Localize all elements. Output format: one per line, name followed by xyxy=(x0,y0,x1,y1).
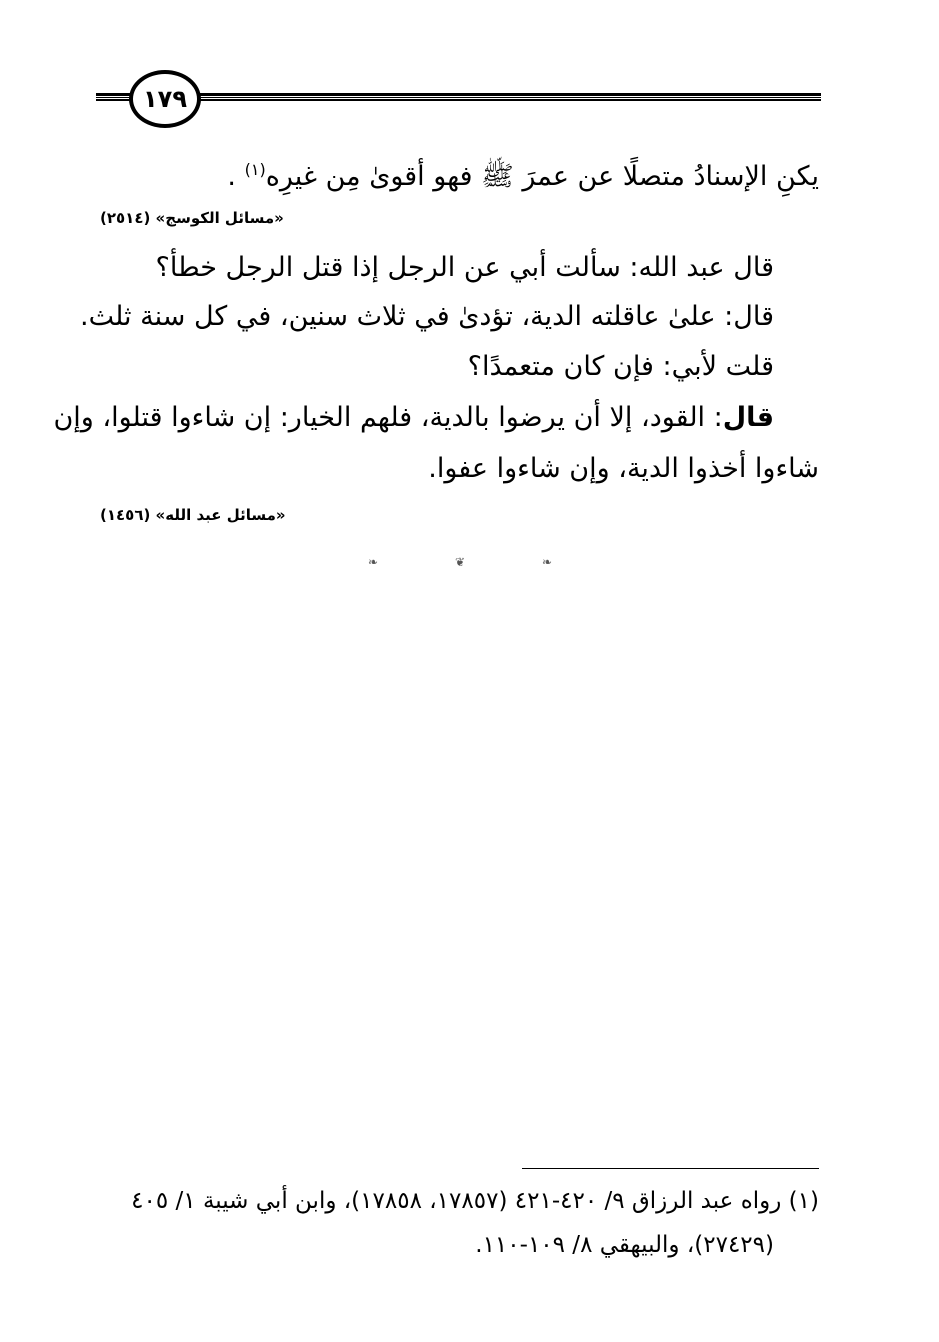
text-line-1 xyxy=(227,152,819,195)
text-line-5-body: : القود، إلا أن يرضوا بالدية، فلهم الخيار: إن شاءوا قتلوا، وإن xyxy=(53,402,723,433)
ornament-icon: ❦ xyxy=(454,555,467,569)
ornament-icon: ❧ xyxy=(368,555,380,569)
footnote-marker: (١) xyxy=(244,160,266,179)
header-rule-inner xyxy=(96,97,821,98)
footnote-line-2: (٢٧٤٢٩)، والبيهقي ٨/ ١٠٩-١١٠. xyxy=(475,1232,774,1258)
footnote-line-1: (١) رواه عبد الرزاق ٩/ ٤٢٠-٤٢١ (١٧٨٥٧، ١٧٨٥٨)، وابن أبي شيبة ١/ ٤٠٥ xyxy=(131,1188,819,1214)
text-line-5 xyxy=(53,400,774,436)
text-line-1-end: . xyxy=(227,161,237,192)
page-number-badge xyxy=(129,70,201,128)
page-number: ١٧٩ xyxy=(143,85,187,113)
text-line-6: شاءوا أخذوا الدية، وإن شاءوا عفوا. xyxy=(428,453,819,484)
ornament-icon: ❧ xyxy=(541,555,553,569)
text-line-3: قال: علىٰ عاقلته الدية، تؤدىٰ في ثلاث سنين، في كل سنة ثلث. xyxy=(80,301,774,332)
source-reference-1: «مسائل الكوسج» (٢٥١٤) xyxy=(100,209,284,227)
text-line-2: قال عبد الله: سألت أبي عن الرجل إذا قتل الرجل خطأ؟ xyxy=(155,252,774,283)
speaker-label: قال xyxy=(722,402,774,433)
section-divider-ornament xyxy=(368,556,553,568)
source-reference-2: «مسائل عبد الله» (١٤٥٦) xyxy=(100,506,286,524)
text-line-4: قلت لأبي: فإن كان متعمدًا؟ xyxy=(467,351,774,382)
text-line-1-body: يكنِ الإسنادُ متصلًا عن عمرَ ﷺ فهو أقوىٰ مِن غيرِه xyxy=(265,161,819,192)
footnote-separator xyxy=(522,1168,819,1169)
